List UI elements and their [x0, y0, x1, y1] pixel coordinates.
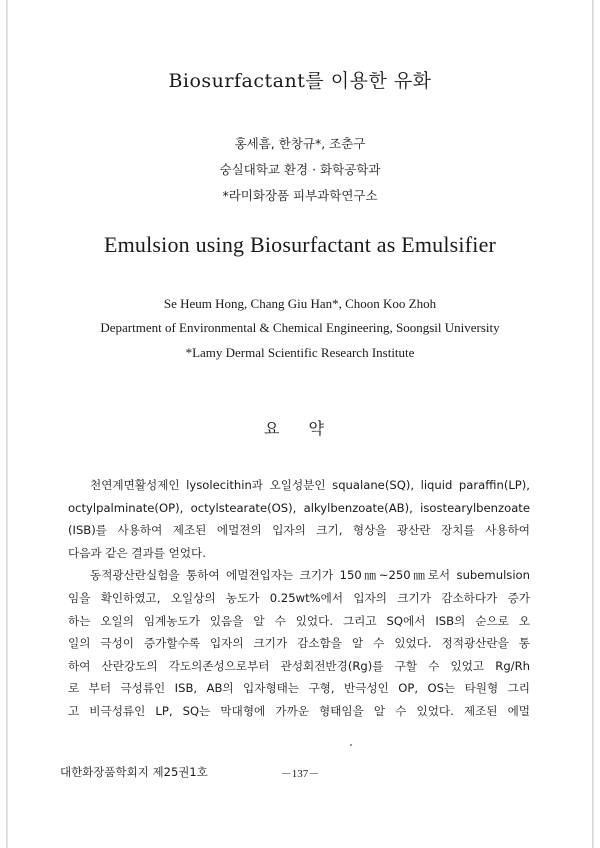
scan-speck — [350, 744, 352, 746]
abstract-line: 일의 극성이 증가할수록 입자의 크기가 감소함을 알 수 있었다. 정적광산란을 통 — [68, 636, 530, 651]
abstract-line: 하여 산란강도의 각도의존성으로부터 관성회전반경(Rg)를 구할 수 있었고 Rg/Rh — [68, 658, 530, 673]
english-affiliation-2: *Lamy Dermal Scientific Research Institute — [185, 345, 415, 360]
abstract-line: 하는 오일의 임계농도가 있음을 알 수 있었다. 그리고 SQ에서 ISB의 순으로 오 — [68, 613, 530, 628]
english-authors: Se Heum Hong, Chang Giu Han*, Choon Koo Zhoh — [163, 296, 437, 311]
journal-footer: 대한화장품학회지 제25권1호 — [60, 765, 208, 779]
korean-authors: 홍세흠, 한창규*, 조춘구 — [234, 136, 366, 151]
english-title: Emulsion using Biosurfactant as Emulsifier — [103, 232, 497, 257]
abstract-heading: 요 약 — [264, 419, 336, 438]
abstract-line: 임을 확인하였고, 오일상의 농도가 0.25wt%에서 입자의 크기가 감소하다가 증가 — [68, 590, 530, 605]
abstract-body — [68, 474, 530, 723]
abstract-line: 동적광산란실험을 통하여 에멀젼입자는 크기가 150㎚~250㎚로서 subemulsion — [90, 568, 530, 583]
korean-affiliation: 숭실대학교 환경 · 화학공학과 — [219, 162, 381, 177]
abstract-line: 로 부터 극성류인 ISB, AB의 입자형태는 구형, 반극성인 OP, OS는 타원형 그리 — [68, 681, 530, 696]
abstract-line: 고 비극성류인 LP, SQ는 막대형에 가까운 형태임을 알 수 있었다. 제조된 에멀 — [68, 703, 530, 718]
korean-affiliation-2: *라미화장품 피부과학연구소 — [222, 188, 378, 203]
abstract-line: octylpalminate(OP), octylstearate(OS), alkylbenzoate(AB), isostearylbenzoate — [68, 500, 530, 515]
abstract-line: 천연계면활성제인 lysolecithin과 오일성분인 squalane(SQ), liquid paraffin(LP), — [90, 478, 530, 492]
korean-title: Biosurfactant를 이용한 유화 — [168, 70, 432, 92]
page-number: －137－ — [280, 768, 320, 780]
abstract-line: (ISB)를 사용하여 제조된 에멀젼의 입자의 크기, 형상을 광산란 장치를 사용하여 — [68, 523, 530, 538]
english-affiliation: Department of Environmental & Chemical Engineering, Soongsil University — [100, 320, 500, 335]
abstract-line: 다음과 같은 결과를 얻었다. — [68, 545, 206, 560]
